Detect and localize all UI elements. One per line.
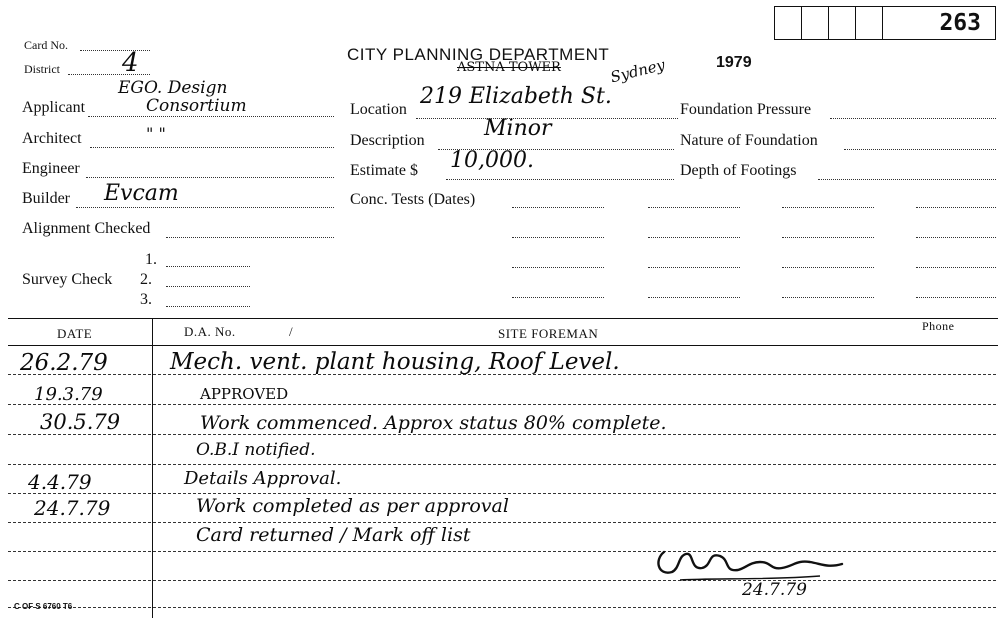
conc-line-c2 [782, 237, 874, 238]
conc-line-a2 [512, 237, 604, 238]
applicant-label: Applicant [22, 99, 86, 116]
estimate-label: Estimate $ [350, 162, 418, 179]
form-code: C OF S 6760 T6 [14, 602, 73, 611]
conc-line-a1 [512, 207, 604, 208]
description-label: Description [350, 132, 425, 149]
year: 1979 [716, 54, 752, 71]
architect-label: Architect [22, 130, 82, 147]
table-row-date: 24.7.79 [34, 496, 111, 520]
table-row-date: 4.4.79 [28, 470, 92, 494]
conc-line-d1 [916, 207, 996, 208]
table-row-date: 26.2.79 [20, 350, 108, 376]
alignment-line [166, 237, 334, 238]
conc-line-c3 [782, 267, 874, 268]
da-number-slash: / [289, 324, 294, 339]
builder-label: Builder [22, 190, 70, 207]
district-value: 4 [122, 48, 139, 78]
nature-foundation-line [844, 149, 996, 150]
survey-line-2 [166, 286, 250, 287]
card-no-label: Card No. [24, 38, 68, 52]
applicant-value-line2: Consortium [146, 96, 247, 116]
card-number-box-3 [828, 6, 856, 40]
conc-line-c4 [782, 297, 874, 298]
alignment-label: Alignment Checked [22, 220, 151, 237]
table-row-entry: Work completed as per approval [196, 495, 509, 517]
nature-foundation-label: Nature of Foundation [680, 132, 818, 149]
applicant-value-line1: EGO. Design [118, 78, 228, 98]
location-label: Location [350, 101, 407, 118]
survey-number-3: 3. [140, 291, 152, 308]
card-number-box-main [882, 6, 996, 40]
conc-line-c1 [782, 207, 874, 208]
table-row-rule [8, 404, 996, 405]
table-row-date: 19.3.79 [34, 384, 103, 405]
card-number-box-4 [855, 6, 883, 40]
building-name: ASTNA TOWER [457, 60, 561, 75]
card-number: 263 [939, 10, 981, 36]
engineer-line [86, 177, 334, 178]
card-number-box-2 [801, 6, 829, 40]
conc-line-d3 [916, 267, 996, 268]
date-header: DATE [57, 326, 93, 341]
foundation-pressure-label: Foundation Pressure [680, 101, 812, 118]
department-title: CITY PLANNING DEPARTMENT [347, 45, 610, 64]
table-row-date: 30.5.79 [40, 410, 121, 434]
conc-tests-label: Conc. Tests (Dates) [350, 191, 476, 208]
table-row-entry: Work commenced. Approx status 80% complete. [200, 412, 667, 434]
card-number-box-1 [774, 6, 802, 40]
conc-line-b3 [648, 267, 740, 268]
table-row-rule [8, 607, 996, 608]
architect-value: " " [146, 124, 166, 143]
description-value: Minor [484, 116, 552, 141]
depth-footings-line [818, 179, 996, 180]
conc-line-d4 [916, 297, 996, 298]
da-number-header: D.A. No. [184, 324, 236, 339]
survey-number-2: 2. [140, 271, 152, 288]
table-row-entry: Details Approval. [184, 468, 342, 489]
date-column-divider [152, 318, 153, 618]
table-row-rule [8, 493, 996, 494]
engineer-label: Engineer [22, 160, 80, 177]
survey-number-1: 1. [145, 251, 157, 268]
survey-line-3 [166, 306, 250, 307]
estimate-line [446, 179, 674, 180]
estimate-value: 10,000. [450, 148, 534, 173]
table-row-entry: Mech. vent. plant housing, Roof Level. [170, 349, 620, 375]
phone-header: Phone [922, 319, 955, 333]
card-no-line [80, 50, 150, 51]
site-foreman-header: SITE FOREMAN [498, 326, 599, 341]
table-row-rule [8, 464, 996, 465]
conc-line-a3 [512, 267, 604, 268]
table-header-rule [8, 345, 998, 346]
architect-line [90, 147, 334, 148]
district-label: District [24, 62, 60, 76]
foundation-pressure-line [830, 118, 996, 119]
applicant-line [88, 116, 334, 117]
conc-line-b2 [648, 237, 740, 238]
table-row-rule [8, 434, 996, 435]
builder-value: Evcam [104, 181, 179, 206]
table-row-entry: O.B.I notified. [196, 440, 316, 460]
conc-line-b1 [648, 207, 740, 208]
signature-date: 24.7.79 [742, 580, 807, 600]
location-value: 219 Elizabeth St. [420, 84, 612, 109]
conc-line-d2 [916, 237, 996, 238]
table-row-entry: Card returned / Mark off list [196, 524, 471, 546]
survey-line-1 [166, 266, 250, 267]
table-row-rule [8, 522, 996, 523]
conc-line-a4 [512, 297, 604, 298]
builder-line [76, 207, 334, 208]
conc-line-b4 [648, 297, 740, 298]
survey-check-label: Survey Check [22, 271, 113, 288]
location-suburb: Sydney [608, 55, 667, 87]
table-top-rule [8, 318, 998, 319]
table-row-entry: APPROVED [200, 385, 289, 403]
depth-footings-label: Depth of Footings [680, 162, 797, 179]
